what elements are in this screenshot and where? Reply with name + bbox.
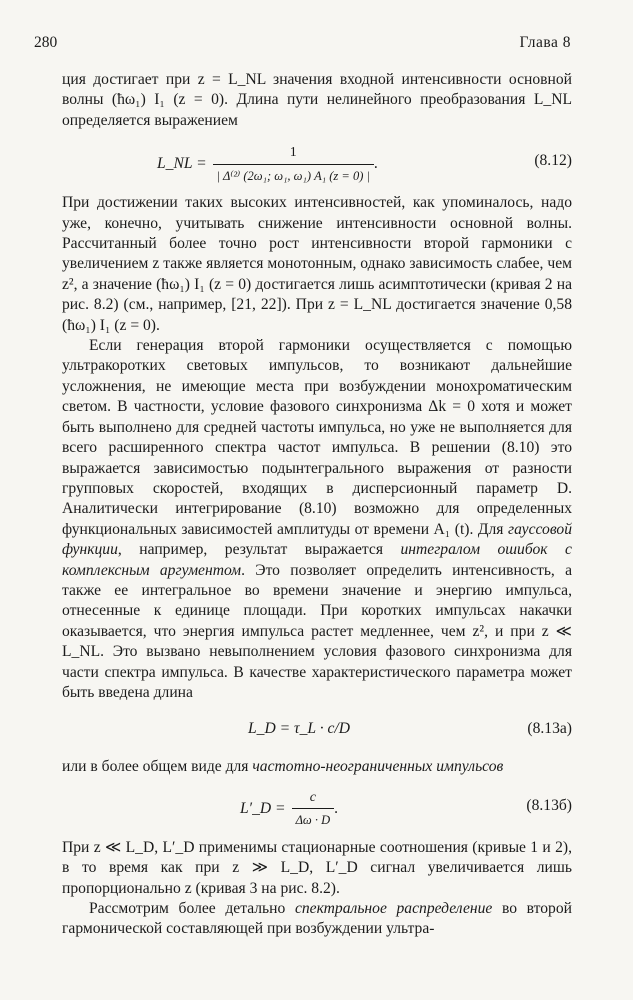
- paragraph-3-italic-2: интегралом ошибок с комплексным аргументом: [62, 541, 572, 579]
- eq-8-12-lhs: L_NL =: [157, 155, 207, 173]
- paragraph-1: ция достигает при z = L_NL значения входной интенсивности основной волны (ħω₁) I₁ (z = 0). Длина пути нелинейного преобразования L_NL определяется выражением: [62, 71, 572, 129]
- paragraph-4-italic: частотно-неограниченных импульсов: [252, 758, 504, 776]
- equation-label-8-13a: (8.13а): [527, 720, 572, 738]
- eq-8-13b-denominator: Δω · D: [292, 808, 335, 830]
- eq-8-12-numerator: 1: [289, 145, 297, 161]
- paragraph-6-part-a: Рассмотрим более детально: [89, 900, 295, 917]
- eq-8-13b-fraction: [292, 788, 335, 831]
- eq-8-12-fraction: [213, 143, 374, 186]
- eq-8-12-tail: .: [373, 155, 378, 173]
- paragraph-3-part-c: . Это позволяет определить интенсивность, а также ее интегральное во времени значение и энергию импульса, отнесенные к единице площади. При коротких импульсах накачки оказывается, что энергия импульса растет медленнее, чем z², и при z ≪ L_NL. Это вызвано невыполнением условия фазового синхронизма для части спектра импульса. В качестве характеристического параметра может быть введена длина: [62, 561, 572, 701]
- paragraph-3-italic-1: гауссовой функции: [62, 520, 572, 559]
- equation-8-12-expression: [157, 143, 378, 186]
- equation-8-12: [62, 137, 572, 185]
- equation-label-8-12: (8.12): [534, 152, 572, 170]
- paragraph-3-part-b: , например, результат выражается: [117, 541, 401, 559]
- paragraph-6-italic: спектральное распределение: [294, 900, 493, 917]
- page-number: 280: [34, 34, 58, 51]
- paragraph-2: При достижении таких высоких интенсивностей, как упоминалось, надо уже, конечно, учитывать снижение интенсивности основной волны. Рассчитанный более точно рост интенсивности второй гармоники с увеличением z также является монотонным, однако зависимость слабее, чем z², а значение (ħω₁) I₁ (z = 0) достигается лишь асимптотически (кривая 2 на рис. 8.2) (см., например, [21, 22]). При z = L_NL достигается значение 0,58 (ħω₁) I₁ (z = 0).: [62, 194, 572, 334]
- paragraph-4: [62, 757, 572, 777]
- equation-8-13b-expression: [240, 788, 338, 831]
- equation-label-8-13b: (8.13б): [526, 796, 572, 814]
- eq-8-13b-numerator: c: [309, 789, 316, 805]
- eq-8-12-denominator: | Δ⁽²⁾ (2ω₁; ω₁, ω₁) A₁ (z = 0) |: [213, 164, 374, 186]
- eq-8-13b-lhs: L′_D =: [240, 799, 286, 817]
- paragraph-3-part-a: Если генерация второй гармоники осуществляется с помощью ультракоротких световых импульсов, то возникают дальнейшие усложнения, не имеющие места при возбуждении монохроматическим светом. В частности, условие фазового синхронизма Δk = 0 хотя и может быть выполнено для средней частоты импульса, но уже не выполняется для всего расширенного спектра частот импульса. В решении (8.10) это выражается зависимостью подынтегрального выражения от разности групповых скоростей, входящих в дисперсионный параметр D. Аналитически интегрирование (8.10) возможно для определенных функциональных зависимостей амплитуды от времени A₁ (t). Для: [62, 337, 572, 538]
- equation-8-13b: [62, 786, 572, 826]
- paragraph-6: [62, 899, 572, 940]
- equation-8-13a-expression: L_D = τ_L · c/D: [248, 720, 351, 738]
- eq-8-13b-tail: .: [334, 799, 339, 817]
- paragraph-5: При z ≪ L_D, L′_D применимы стационарные соотношения (кривые 1 и 2), в то время как при z ≫ L_D, L′_D сигнал увеличивается лишь пропорционально z (кривая 3 на рис. 8.2).: [62, 838, 572, 897]
- paragraph-6-part-b: во второй гармонической составляющей при возбуждении ультра-: [62, 900, 572, 938]
- chapter-title: Глава 8: [519, 34, 571, 51]
- page-body: [62, 70, 572, 940]
- equation-8-13a: [62, 713, 572, 747]
- paragraph-4-part-a: или в более общем виде для: [62, 758, 253, 776]
- paragraph-3: [62, 336, 572, 703]
